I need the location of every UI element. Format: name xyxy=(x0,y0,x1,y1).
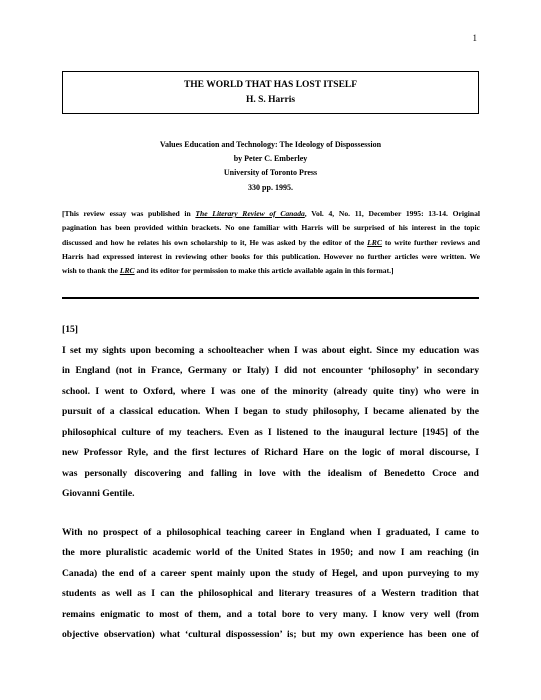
paragraph-line: I set my sights upon becoming a schoolteacher when I was about eight. Since my education was xyxy=(62,344,479,356)
paragraph-line: Canada) the end of a career spent mainly upon the study of Hegel, and upon purveying to my xyxy=(62,567,479,579)
lrc-link[interactable]: LRC xyxy=(119,266,135,276)
paragraph-line: the more pluralistic academic world of the United States in 1950; and now I am reaching (in xyxy=(62,547,479,558)
paragraph-line: objective observation) what ‘cultural dispossession’ is; but my own experience has been one of xyxy=(62,629,479,640)
lrc-link[interactable]: LRC xyxy=(367,237,382,247)
note-line: pagination has been provided within brackets. No one familiar with Harris will be surprised of his interest in the topic xyxy=(62,223,480,233)
book-publisher: University of Toronto Press xyxy=(223,168,318,178)
paragraph-line: pursuit of a classical education. When I began to study philosophy, I became alienated by the xyxy=(62,406,479,417)
book-details: 330 pp. 1995. xyxy=(248,182,293,192)
note-line: discussed and how he relates his own scholarship to it, He was asked by the editor of the LRC to write further reviews and xyxy=(62,237,480,247)
journal-link[interactable]: The Literary Review of Canada xyxy=(195,209,305,218)
paragraph-line: Giovanni Gentile. xyxy=(62,488,135,499)
body-text xyxy=(62,320,479,646)
paragraph-line: new Professor Ryle, and the first lectures of Richard Hare on the logic of moral discourse, I xyxy=(62,447,479,458)
paragraph-line: was personally discovering and falling in love with the idealism of Benedetto Croce and xyxy=(62,467,479,479)
article-title: THE WORLD THAT HAS LOST ITSELF xyxy=(183,80,358,90)
paragraph-line: school. I went to Oxford, where I was one of the minority (already quite tiny) who were in xyxy=(62,385,479,397)
note-line: [This review essay was published in The Literary Review of Canada, Vol. 4, No. 11, December 1995: 13-14. Original xyxy=(62,209,480,218)
divider xyxy=(62,297,479,299)
note-line: Harris had expressed interest in reviewing other books for this publication. However no further articles were written. We xyxy=(62,251,480,261)
title-box xyxy=(62,71,479,114)
book-author: by Peter C. Emberley xyxy=(233,154,308,164)
book-info xyxy=(62,138,479,195)
paragraph-line: remains enigmatic to most of them, and a total bore to very many. I know very well (from xyxy=(62,608,479,620)
page-marker: [15] xyxy=(62,324,78,335)
paragraph-line: in England (not in France, Germany or Italy) I did not encounter ‘philosophy’ in secondary xyxy=(62,365,479,376)
paragraph-line: With no prospect of a philosophical teaching career in England when I graduated, I came to xyxy=(62,526,479,538)
publication-note xyxy=(62,207,480,278)
paragraph-line: students as well as I can the philosophical and literary treasures of a Western tradition that xyxy=(62,588,479,599)
article-author: H. S. Harris xyxy=(245,95,296,105)
book-title: Values Education and Technology: The Ideology of Dispossession xyxy=(159,140,382,149)
note-line: wish to thank the LRC and its editor for permission to make this article available again in this format.] xyxy=(62,266,394,276)
page-number: 1 xyxy=(472,33,477,43)
paragraph-line: philosophical culture of my teachers. Even as I listened to the inaugural lecture [1945] of the xyxy=(62,426,479,438)
